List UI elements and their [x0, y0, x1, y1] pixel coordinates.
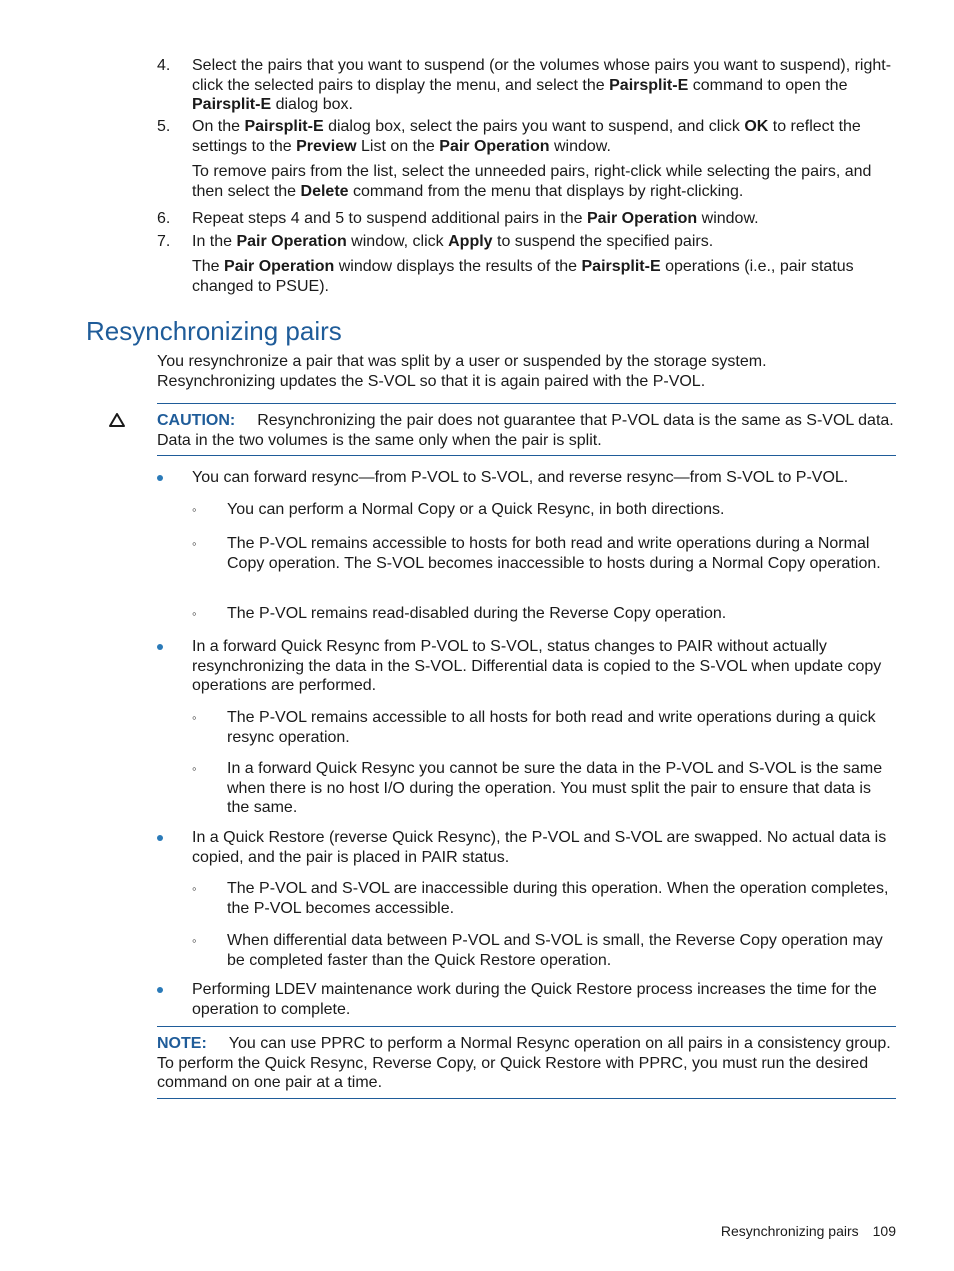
note-box [157, 1034, 896, 1093]
step-text [192, 209, 898, 229]
ui-term: Apply [448, 233, 493, 250]
note-top-rule [157, 1026, 896, 1027]
page-number: 109 [872, 1223, 896, 1239]
ui-term: Pair Operation [236, 233, 347, 250]
step-text-run: Repeat steps 4 and 5 to suspend additional pairs in the [192, 210, 587, 227]
ui-term: Pair Operation [439, 137, 550, 155]
ui-term: Pair Operation [586, 210, 698, 227]
step-text-run: window, click [346, 233, 449, 250]
caution-text: Resynchronizing the pair does not guarantee that P-VOL data is the same as S-VOL data. Data in the two volumes is the same only when the pair is split. [157, 412, 894, 449]
warning-triangle-icon [108, 412, 126, 428]
step-text [192, 117, 898, 156]
step-number: 6. [157, 210, 171, 227]
ui-term: Preview [296, 137, 357, 155]
ui-term: Pairsplit-E [244, 118, 324, 135]
section-heading: Resynchronizing pairs [86, 316, 342, 346]
sub-list-item: The P-VOL and S-VOL are inaccessible during this operation. When the operation completes, the P-VOL becomes accessible. [227, 880, 889, 917]
list-item: You can forward resync—from P-VOL to S-VOL, and reverse resync—from S-VOL to P-VOL. [192, 469, 849, 486]
step-text-run: The [192, 258, 225, 275]
sub-bullet-marker: ◦ [192, 502, 197, 517]
step-text-run: In the [192, 233, 237, 250]
step-number: 7. [157, 233, 171, 250]
list-item: Performing LDEV maintenance work during the Quick Restore process increases the time for the operation to complete. [192, 981, 877, 1018]
note-label: NOTE: [157, 1035, 207, 1052]
step-text [192, 232, 898, 252]
ui-term: Pairsplit-E [581, 258, 661, 275]
step-text [192, 162, 898, 201]
ui-term: Pairsplit-E [609, 76, 689, 94]
step-text-run: dialog box, select the pairs you want to suspend, and click [323, 118, 745, 135]
ui-term: Delete [300, 182, 349, 200]
ui-term: Pairsplit-E [192, 96, 272, 113]
caution-label: CAUTION: [157, 412, 236, 429]
step-text-run: to suspend the specified pairs. [492, 233, 714, 250]
step-text-run: List on the [356, 137, 440, 155]
step-text-run: window. [697, 210, 759, 227]
ui-term: Pair Operation [224, 258, 335, 275]
footer-section-title: Resynchronizing pairs [720, 1223, 859, 1239]
sub-bullet-marker: ◦ [192, 933, 197, 948]
caution-bottom-rule [157, 455, 896, 456]
sub-bullet-marker: ◦ [192, 761, 197, 776]
step-text-run: dialog box. [271, 96, 353, 113]
step-text [192, 257, 898, 296]
bullet-dot [157, 644, 165, 652]
sub-list-item: When differential data between P-VOL and S-VOL is small, the Reverse Copy operation may be completed faster than the Quick Restore operation. [227, 932, 883, 969]
step-text-run: window. [549, 137, 611, 155]
sub-list-item: In a forward Quick Resync you cannot be sure the data in the P-VOL and S-VOL is the same when there is no host I/O during the operation. You must split the pair to ensure that data is the same. [227, 760, 883, 816]
step-text-run: to reflect the settings to the [192, 118, 861, 155]
step-text-run: Select the pairs that you want to suspend (or the volumes whose pairs you want to suspend), right-click the selected pairs to display the menu, and select the [192, 57, 892, 94]
sub-list-item: The P-VOL remains accessible to all hosts for both read and write operations during a quick resync operation. [227, 709, 876, 746]
step-text-run: To remove pairs from the list, select the unneeded pairs, right-click while selecting the pairs, and then select the [192, 163, 872, 200]
step-number: 5. [157, 118, 171, 135]
sub-bullet-marker: ◦ [192, 606, 197, 621]
sub-list-item: The P-VOL remains accessible to hosts for both read and write operations during a Normal Copy operation. The S-VOL becomes inaccessible to hosts during a Normal Copy operation. [227, 535, 881, 572]
step-text-run: window displays the results of the [334, 258, 582, 275]
sub-list-item: You can perform a Normal Copy or a Quick Resync, in both directions. [227, 501, 725, 518]
caution-box [157, 411, 896, 450]
step-text [192, 56, 898, 115]
bullet-dot [157, 835, 165, 843]
sub-bullet-marker: ◦ [192, 881, 197, 896]
sub-bullet-marker: ◦ [192, 710, 197, 725]
list-item: In a forward Quick Resync from P-VOL to S-VOL, status changes to PAIR without actually resynchronizing the data in the S-VOL. Differential data is copied to the S-VOL when update copy operations are performed. [192, 638, 882, 694]
step-text-run: command from the menu that displays by right-clicking. [348, 182, 744, 200]
step-number: 4. [157, 57, 171, 74]
step-text-run: On the [192, 118, 245, 135]
note-text: You can use PPRC to perform a Normal Resync operation on all pairs in a consistency group. To perform the Quick Resync, Reverse Copy, or Quick Restore with PPRC, you must run the desired command on one pair at a time. [157, 1035, 891, 1091]
bullet-dot [157, 987, 165, 995]
ui-term: OK [744, 118, 769, 135]
step-text-run: operations (i.e., pair status changed to PSUE). [192, 258, 854, 295]
bullet-dot [157, 475, 165, 483]
caution-top-rule [157, 403, 896, 404]
section-intro: You resynchronize a pair that was split by a user or suspended by the storage system. Resynchronizing updates the S-VOL so that it is again paired with the P-VOL. [157, 353, 767, 390]
list-item: In a Quick Restore (reverse Quick Resync), the P-VOL and S-VOL are swapped. No actual data is copied, and the pair is placed in PAIR status. [192, 829, 887, 866]
note-bottom-rule [157, 1098, 896, 1099]
step-text-run: command to open the [688, 76, 848, 94]
sub-bullet-marker: ◦ [192, 536, 197, 551]
page-footer [721, 1222, 896, 1242]
sub-list-item: The P-VOL remains read-disabled during the Reverse Copy operation. [227, 605, 727, 622]
